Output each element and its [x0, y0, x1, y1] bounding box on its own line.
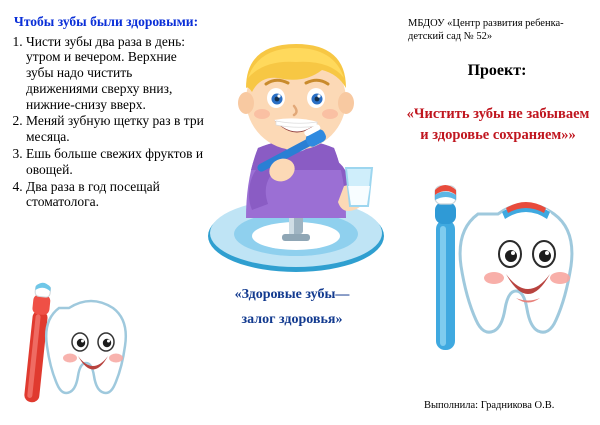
boy-brushing-teeth-illustration [196, 8, 396, 278]
list-item: 1. Чисти зубы два раза в день: утром и вечером. Верхние зубы надо чистить движениями сверху вниз, нижние-снизу вверх. [26, 34, 204, 113]
list-item: 4. Два раза в год посещай стоматолога. [26, 179, 204, 211]
project-word: Проект: [467, 62, 527, 79]
tooth-with-toothbrush-illustration-right [420, 180, 590, 385]
center-caption-line1: «Здоровые зубы— [234, 287, 350, 302]
left-panel [8, 14, 204, 211]
author-line: Выполнила: Градникова О.В. [424, 400, 555, 411]
tips-list [8, 34, 204, 211]
organization-name: МБДОУ «Центр развития ребенка-детский сад № 52» [408, 18, 564, 42]
center-caption [196, 283, 388, 332]
center-caption-line2: залог здоровья» [241, 311, 343, 327]
list-item: 3. Ешь больше свежих фруктов и овощей. [26, 146, 204, 178]
left-panel-title: Чтобы зубы были здоровыми: [13, 14, 199, 29]
project-title: «Чистить зубы не забываем и здоровье сохраняем»» [406, 106, 590, 144]
list-item: 2. Меняй зубную щетку раз в три месяца. [26, 113, 204, 145]
tooth-with-toothbrush-illustration-left [14, 280, 164, 415]
